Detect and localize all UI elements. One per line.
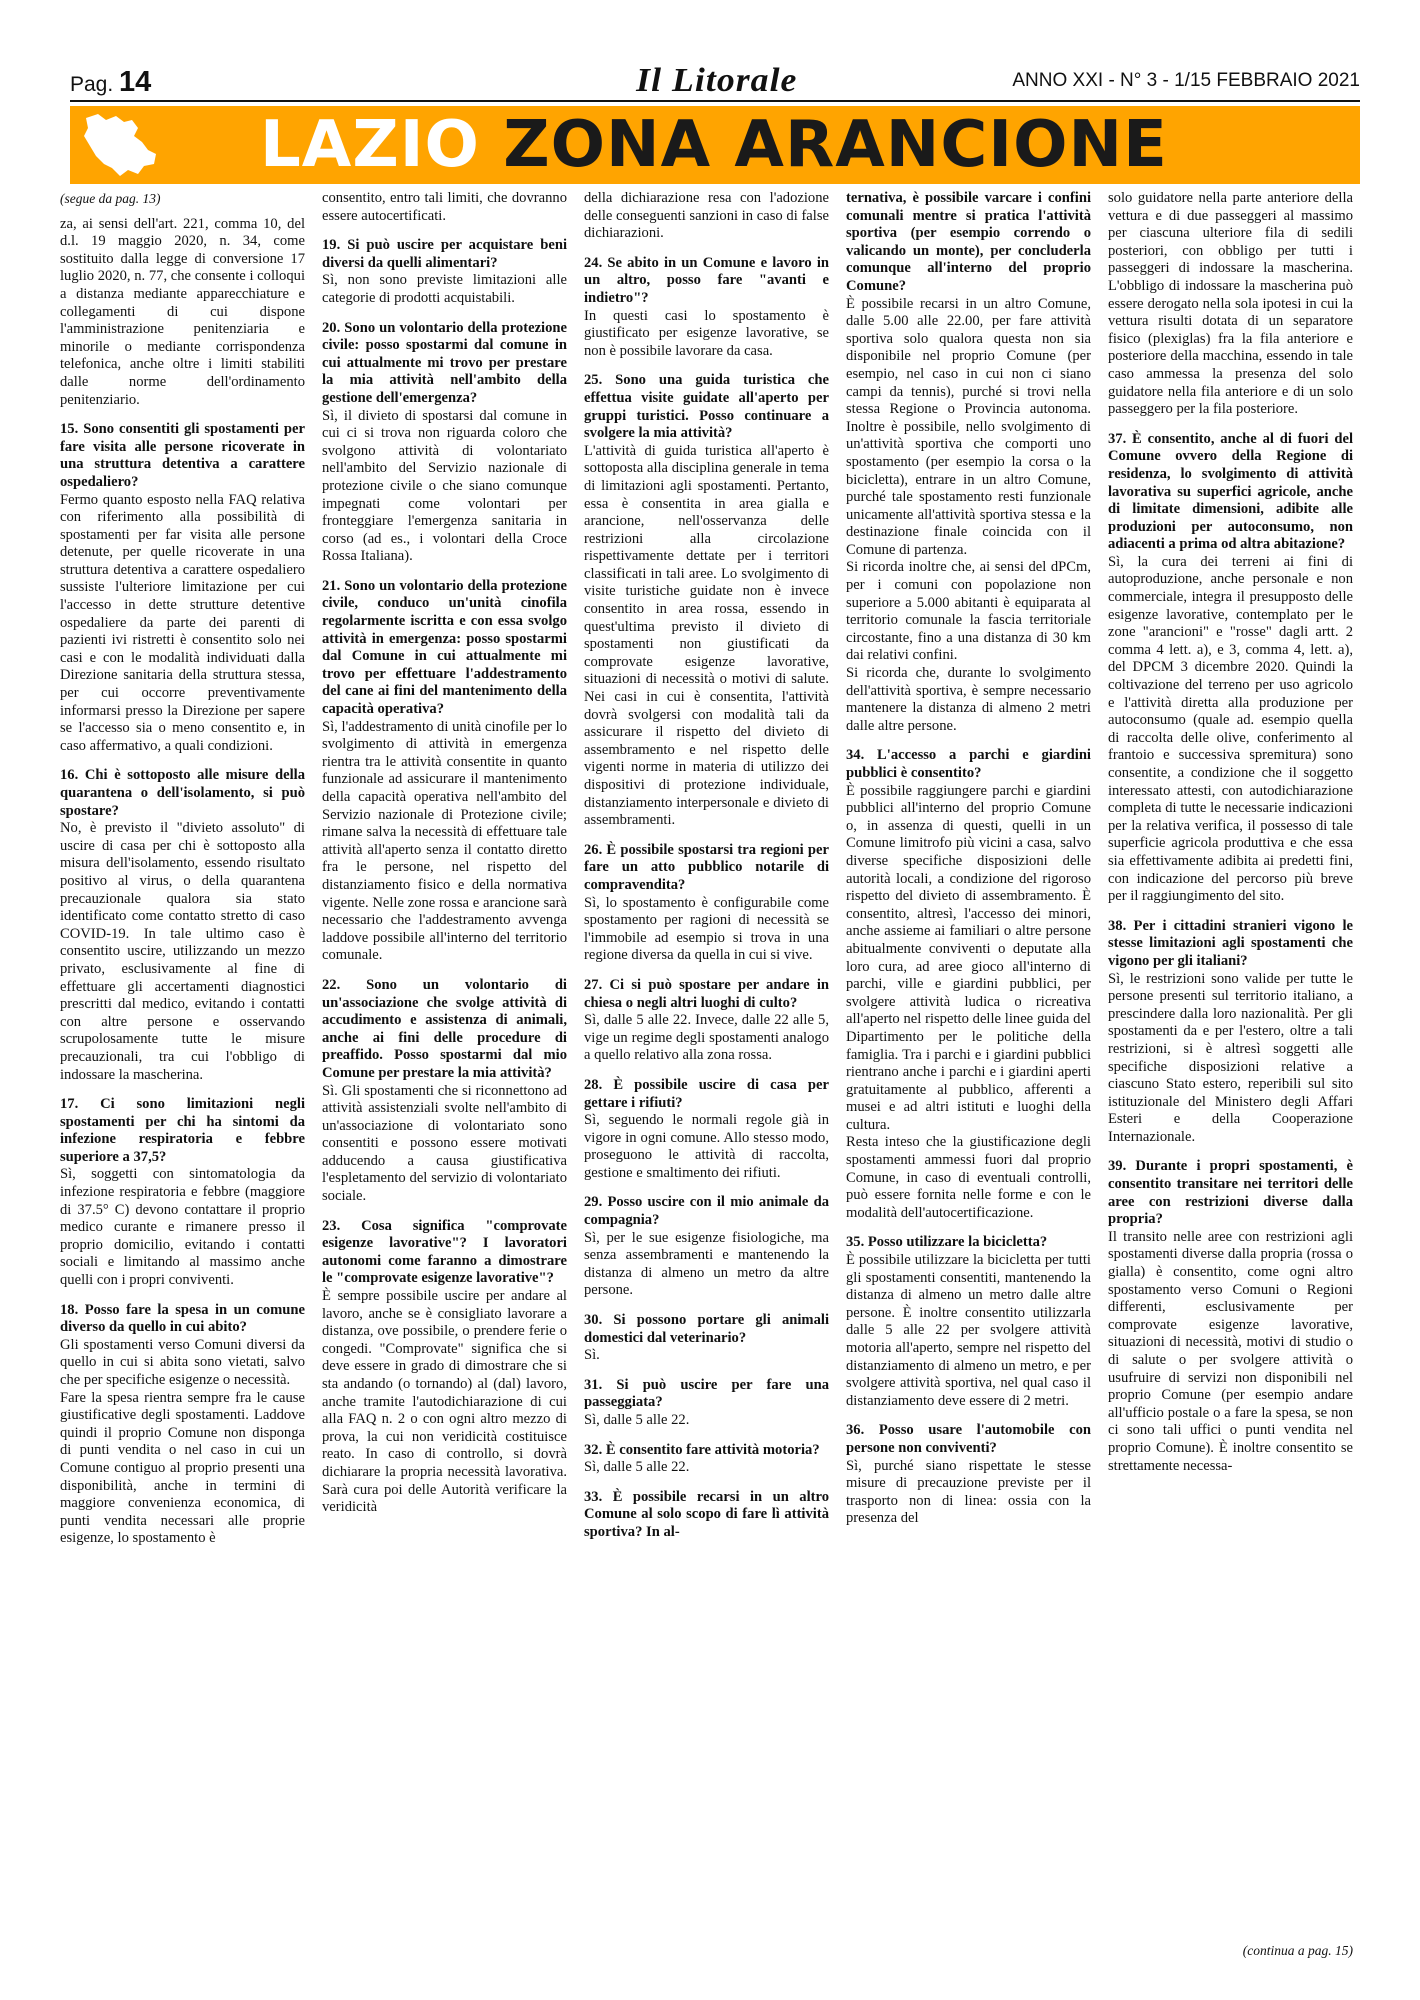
faq-answer: Fermo quanto esposto nella FAQ relativa con riferimento alla possibilità di spostamenti per far visita alle persone detenute, per quelle ricoverate in una struttura detentiva a carattere ospedaliero sussiste l'ulteriore limitazione per cui l'accesso in dette strutture detentive ospedaliere da parte dei parenti di pazienti ivi ristretti è consentito solo nei casi e con le modalità individuati dalla Direzione sanitaria della struttura stessa, per cui occorre preventivamente informarsi presso la Direzione per sapere se l'accesso sia o meno consentito e, in caso affermativo, a quali condizioni. <box>60 491 305 754</box>
faq-answer: Sì, dalle 5 alle 22. Invece, dalle 22 alle 5, vige un regime degli spostamenti analogo a quello relativo alla zona rossa. <box>584 1012 829 1064</box>
column-3 <box>584 190 829 1960</box>
faq-question: 26. È possibile spostarsi tra regioni per fare un atto pubblico notarile di compravendita? <box>584 841 829 893</box>
faq-question: 35. Posso utilizzare la bicicletta? <box>846 1234 1048 1251</box>
faq-answer: Sì, il divieto di spostarsi dal comune in cui ci si trova non riguarda coloro che svolgono attività di volontariato nell'ambito del Servizio nazionale di protezione civile o che siano comunque impegnati come volontari per fronteggiare l'emergenza sanitaria in corso (ad es., i volontari della Croce Rossa Italiana). <box>322 407 567 565</box>
newspaper-title: Il Litorale <box>636 62 798 99</box>
column-1 <box>60 190 305 1960</box>
continued-from: (segue da pag. 13) <box>60 191 161 206</box>
lazio-map-icon <box>76 110 160 180</box>
faq-question: 17. Ci sono limitazioni negli spostamenti per chi ha sintomi da infezione respiratoria e febbre superiore a 37,5? <box>60 1096 305 1165</box>
issue-info: ANNO XXI - N° 3 - 1/15 FEBBRAIO 2021 <box>1012 70 1360 91</box>
faq-answer: Sì, la cura dei terreni ai fini di autoproduzione, anche personale e non commerciale, integra il presupposto delle esigenze lavorative, contemplato per le zone "arancioni" e "rosse" dagli artt. 2 comma 4 lett. a), e 3, comma 4, lett. a), del DPCM 3 dicembre 2020. Quindi la coltivazione del terreno per uso agricolo e l'attività diretta alla produzione per autoconsumo (quale ad. esempio quella di raccolta delle olive, conferimento al frantoio e successiva spremitura) sono consentite, a condizione che il soggetto interessato attesti, con autodichiarazione completa di tutte le necessarie indicazioni per la relativa verifica, il possesso di tale superficie agricola produttiva e che essa sia effettivamente adibita ai predetti fini, con indicazione del percorso più breve per il raggiungimento del sito. <box>1108 553 1353 905</box>
page-number <box>70 66 151 99</box>
faq-answer: Si ricorda inoltre che, ai sensi del dPCm, per i comuni con popolazione non superiore a 5.000 abitanti è equiparata al territorio comunale la fascia territoriale circostante, fino a una distanza di 30 km dai relativi confini. <box>846 559 1091 664</box>
faq-answer: Sì, per le sue esigenze fisiologiche, ma senza assembramenti e mantenendo la distanza di almeno un metro da altre persone. <box>584 1229 829 1299</box>
banner-zone: ZONA ARANCIONE <box>503 108 1168 182</box>
faq-question: 38. Per i cittadini stranieri vigono le stesse limitazioni agli spostamenti che vigono per gli italiani? <box>1108 917 1353 969</box>
faq-question: 39. Durante i propri spostamenti, è consentito transitare nei territori delle aree con restrizioni diverse dalla propria? <box>1108 1158 1353 1228</box>
faq-answer: È possibile utilizzare la bicicletta per tutti gli spostamenti consentiti, mantenendo la distanza di almeno un metro dalle altre persone. È inoltre consentito utilizzarla dalle 5 alle 22 per svolgere attività motoria all'aperto, sempre nel rispetto del distanziamento di almeno un metro, e per svolgere attività sportiva, nel qual caso il distanziamento deve essere di 2 metri. <box>846 1252 1091 1409</box>
faq-answer: za, ai sensi dell'art. 221, comma 10, del d.l. 19 maggio 2020, n. 34, come sostituito dalla legge di conversione 17 luglio 2020, n. 77, che consente i colloqui a distanza mediante apparecchiature e collegamenti di cui dispone l'amministrazione penitenziaria e minorile o mediante corrispondenza telefonica, anche oltre i limiti stabiliti dalle norme dell'ordinamento penitenziario. <box>60 215 305 408</box>
faq-question: 21. Sono un volontario della protezione civile, conduco un'unità cinofila regolarmente iscritta e con essa svolgo attività in emergenza: posso spostarmi dal Comune in cui attualmente mi trovo per effettuare l'addestramento del cane ai fini del mantenimento della capacità operativa? <box>322 577 567 718</box>
faq-answer: Sì. Gli spostamenti che si riconnettono ad attività assistenziali svolte nell'ambito di un'associazione di volontariato sono consentiti e possono essere motivati adducendo a causa giustificativa l'espletamento del servizio di volontariato sociale. <box>322 1082 567 1205</box>
faq-question: 22. Sono un volontario di un'associazione che svolge attività di accudimento e assistenza di animali, anche ai fini delle procedure di preaffido. Posso spostarmi dal mio Comune per prestare la mia attività? <box>322 976 567 1081</box>
faq-question: ternativa, è possibile varcare i confini comunali mentre si pratica l'attività sportiva (per esempio correndo o valicando un monte), per concluderla comunque all'interno del proprio Comune? <box>846 190 1091 294</box>
faq-answer: Sì, non sono previste limitazioni alle categorie di prodotti acquistabili. <box>322 272 567 306</box>
faq-answer: No, è previsto il "divieto assoluto" di uscire di casa per chi è sottoposto alla misura dell'isolamento, essendo risultato positivo al virus, o della quarantena precauzionale qualora sia stato identificato come contatto stretto di caso COVID-19. In tale ultimo caso è consentito uscire, utilizzando un mezzo privato, esclusivamente al fine di effettuare gli accertamenti diagnostici prescritti dal medico, evitando i contatti con altre persone e osservando scrupolosamente tutte le misure precauzionali, tra cui l'obbligo di indossare la mascherina. <box>60 820 305 1083</box>
faq-answer: Il transito nelle aree con restrizioni agli spostamenti diverse dalla propria (rossa o gialla) è consentito, come ogni altro spostamento verso Comuni o Regioni differenti, esclusivamente per comprovate esigenze lavorative, situazioni di necessità, motivi di studio o di salute o per svolgere attività o usufruire di servizi non disponibili nel proprio Comune (per esempio andare all'ufficio postale o a fare la spesa, se non ci sono tali uffici o punti vendita nel proprio Comune). È inoltre consentito se strettamente necessa- <box>1108 1228 1353 1474</box>
column-4 <box>846 190 1091 1960</box>
faq-answer: Sì, soggetti con sintomatologia da infezione respiratoria e febbre (maggiore di 37.5° C) devono contattare il proprio medico curante e rimanere presso il proprio domicilio, evitando i contatti sociali e limitando al massimo anche quelli con i propri conviventi. <box>60 1166 305 1289</box>
faq-question: 23. Cosa significa "comprovate esigenze lavorative"? I lavoratori autonomi come faranno a dimostrare le "comprovate esigenze lavorative"? <box>322 1217 567 1287</box>
faq-answer: L'attività di guida turistica all'aperto è sottoposta alla disciplina generale in tema di limitazioni agli spostamenti. Pertanto, essa è consentita in area gialla e arancione, nell'osservanza delle restrizioni alla circolazione rispettivamente dettate per i territori classificati in tali aree. Lo svolgimento di visite turistiche guidate non è invece consentito in area rossa, essendo in quest'ultima previsto il divieto di spostamenti non giustificati da comprovate esigenze lavorative, situazioni di necessità o motivi di salute. Nei casi in cui è consentita, l'attività dovrà svolgersi con modalità tali da assicurare il rispetto del divieto di assembramento e nel rispetto delle vigenti norme in materia di utilizzo dei dispositivi di protezione individuale, distanziamento interpersonale e divieto di assembramenti. <box>584 442 829 829</box>
faq-question: 25. Sono una guida turistica che effettua visite guidate all'aperto per gruppi turistici. Posso continuare a svolgere la mia attività? <box>584 372 829 442</box>
faq-question: 30. Si possono portare gli animali domestici dal veterinario? <box>584 1312 829 1346</box>
faq-answer: Sì, dalle 5 alle 22. <box>584 1459 690 1476</box>
faq-question: 36. Posso usare l'automobile con persone non conviventi? <box>846 1422 1091 1456</box>
faq-answer: Sì. <box>584 1347 600 1364</box>
faq-question: 15. Sono consentiti gli spostamenti per fare visita alle persone ricoverate in una struttura detentiva a carattere ospedaliero? <box>60 421 305 490</box>
faq-answer: solo guidatore nella parte anteriore della vettura e di due passeggeri al massimo per ciascuna ulteriore fila di sedili posteriori, con obbligo per tutti i passeggeri di indossare la mascherina. L'obbligo di indossare la mascherina può essere derogato nella sola ipotesi in cui la vettura risulti dotata di un separatore fisico (plexiglas) fra la fila anteriore e posteriore della macchina, essendo in tale caso ammessa la presenza del solo guidatore nella fila anteriore e di un solo passeggero per la fila posteriore. <box>1108 190 1353 418</box>
faq-answer: Sì, dalle 5 alle 22. <box>584 1412 690 1428</box>
page-label: Pag. <box>70 73 114 96</box>
faq-answer: Sì, l'addestramento di unità cinofile per lo svolgimento di attività in emergenza rientra tra le attività consentite in quanto funzionale ad assicurare il mantenimento della capacità operativa nell'ambito del Servizio nazionale di Protezione civile; rimane salva la necessità di effettuare tale attività all'aperto senza il contatto diretto fra le persone, nel rispetto del distanziamento fisico e della normativa vigente. Nelle zone rossa e arancione sarà necessario che l'addestramento avvenga laddove possibile all'interno del territorio comunale. <box>322 718 567 964</box>
faq-answer: Si ricorda che, durante lo svolgimento dell'attività sportiva, è sempre necessario mantenere la distanza di almeno 2 metri dalle altre persone. <box>846 665 1091 734</box>
faq-question: 24. Se abito in un Comune e lavoro in un altro, posso fare "avanti e indietro"? <box>584 254 829 306</box>
continued-to: (continua a pag. 15) <box>1237 1942 1353 1960</box>
faq-answer: Sì, seguendo le normali regole già in vigore in ogni comune. Allo stesso modo, proseguono le attività di raccolta, gestione e smaltimento dei rifiuti. <box>584 1112 829 1181</box>
faq-answer: Sì, lo spostamento è configurabile come spostamento per ragioni di necessità se l'immobile ad esempio si trova in una regione diversa da quella in cui si vive. <box>584 894 829 964</box>
faq-question: 18. Posso fare la spesa in un comune diverso da quello in cui abito? <box>60 1301 305 1336</box>
faq-question: 29. Posso uscire con il mio animale da compagnia? <box>584 1194 829 1229</box>
faq-question: 27. Ci si può spostare per andare in chiesa o negli altri luoghi di culto? <box>584 976 829 1011</box>
faq-answer: Sì, purché siano rispettate le stesse misure di precauzione previste per il trasporto non di linea: ossia con la presenza del <box>846 1457 1091 1527</box>
faq-answer: della dichiarazione resa con l'adozione delle conseguenti sanzioni in caso di false dichiarazioni. <box>584 190 829 242</box>
column-2 <box>322 190 567 1960</box>
article-body <box>60 190 1360 1960</box>
faq-question: 33. È possibile recarsi in un altro Comune al solo scopo di fare lì attività sportiva? In al- <box>584 1488 829 1540</box>
page-number-value: 14 <box>119 66 152 98</box>
faq-answer: Resta inteso che la giustificazione degli spostamenti ammessi fuori dal proprio Comune, in caso di eventuali controlli, può essere fornita nelle forme e con le modalità dell'autocertificazione. <box>846 1134 1091 1221</box>
faq-question: 34. L'accesso a parchi e giardini pubblici è consentito? <box>846 747 1091 781</box>
faq-question: 31. Si può uscire per fare una passeggiata? <box>584 1376 829 1411</box>
faq-question: 19. Si può uscire per acquistare beni diversi da quelli alimentari? <box>322 237 567 271</box>
banner-title <box>260 108 1168 182</box>
faq-answer: È sempre possibile uscire per andare al lavoro, anche se è consigliato lavorare a distanza, ove possibile, o prendere ferie o congedi. "Comprovate" significa che si deve essere in grado di dimostrare che si sta andando (o tornando) al (dal) lavoro, anche tramite l'autodichiarazione di cui alla FAQ n. 2 o con ogni altro mezzo di prova, la cui non veridicità costituisce reato. In caso di controllo, si dovrà dichiarare la propria necessità lavorativa. Sarà cura poi delle Autorità verificare la veridicità <box>322 1288 567 1516</box>
section-banner <box>70 106 1360 184</box>
faq-question: 37. È consentito, anche al di fuori del Comune ovvero della Regione di residenza, lo svolgimento di attività lavorativa su superfici agricole, anche di limitate dimensioni, adibite alle produzioni per autoconsumo, non adiacenti a prima od altra abitazione? <box>1108 430 1353 553</box>
faq-question: 28. È possibile uscire di casa per gettare i rifiuti? <box>584 1076 829 1111</box>
faq-answer: Gli spostamenti verso Comuni diversi da quello in cui si abita sono vietati, salvo che per specifiche esigenze o necessità. <box>60 1336 305 1388</box>
header-rule <box>70 100 1360 102</box>
masthead <box>70 64 1360 98</box>
column-5 <box>1108 190 1353 1960</box>
faq-question: 16. Chi è sottoposto alle misure della quarantena o dell'isolamento, si può spostare? <box>60 767 305 819</box>
faq-answer: consentito, entro tali limiti, che dovranno essere autocertificati. <box>322 190 567 224</box>
faq-answer: Sì, le restrizioni sono valide per tutte le persone presenti sul territorio italiano, a prescindere dalla loro nazionalità. Per gli spostamenti da e per l'estero, oltre a tali restrizioni, si è altresì soggetti alle specifiche disposizioni relative a ciascuno Stato estero, reperibili sul sito istituzionale del Ministero degli Affari Esteri e della Cooperazione Internazionale. <box>1108 970 1353 1145</box>
faq-question: 32. È consentito fare attività motoria? <box>584 1441 820 1458</box>
faq-answer: È possibile recarsi in un altro Comune, dalle 5.00 alle 22.00, per fare attività sportiva solo qualora questa non sia disponibile nel proprio Comune (per esempio, nel caso in cui non ci siano campi da tennis), purché si trovi nella stessa Regione o Provincia autonoma. Inoltre è possibile, nello svolgimento di un'attività sportiva che comporti uno spostamento (per esempio la corsa o la bicicletta), entrare in un altro Comune, purché tale spostamento resti funzionale unicamente all'attività sportiva stessa e la destinazione finale coincida con il Comune di partenza. <box>846 295 1091 558</box>
banner-region: LAZIO <box>260 108 480 182</box>
faq-question: 20. Sono un volontario della protezione civile: posso spostarmi dal comune in cui attualmente mi trovo per prestare la mia attività nell'ambito della gestione dell'emergenza? <box>322 319 567 406</box>
faq-answer: Fare la spesa rientra sempre fra le cause giustificative degli spostamenti. Laddove quindi il proprio Comune non disponga di punti vendita o nel caso in cui un Comune contiguo al proprio presenti una disponibilità, anche in termini di maggiore convenienza economica, di punti vendita necessari alle proprie esigenze, lo spostamento è <box>60 1389 305 1547</box>
faq-answer: In questi casi lo spostamento è giustificato per esigenze lavorative, se non è possibile lavorare da casa. <box>584 307 829 359</box>
faq-answer: È possibile raggiungere parchi e giardini pubblici all'interno del proprio Comune o, in assenza di questi, quelli in un Comune limitrofo più vicini a casa, salvo diverse specifiche disposizioni delle autorità locali, a condizione del rigoroso rispetto del divieto di assembramento. È consentito, altresì, l'accesso dei minori, anche assieme ai familiari o altre persone abitualmente conviventi o deputate alla loro cura, ad aree gioco all'interno di parchi, ville e giardini pubblici, per svolgere attività ludica o ricreativa all'aperto nel rispetto delle linee guida del Dipartimento per le politiche della famiglia. Tra i parchi e i giardini pubblici rientrano anche i parchi e i giardini aperti gratuitamente al pubblico, afferenti a musei e ad altri istituti e luoghi della cultura. <box>846 782 1091 1133</box>
